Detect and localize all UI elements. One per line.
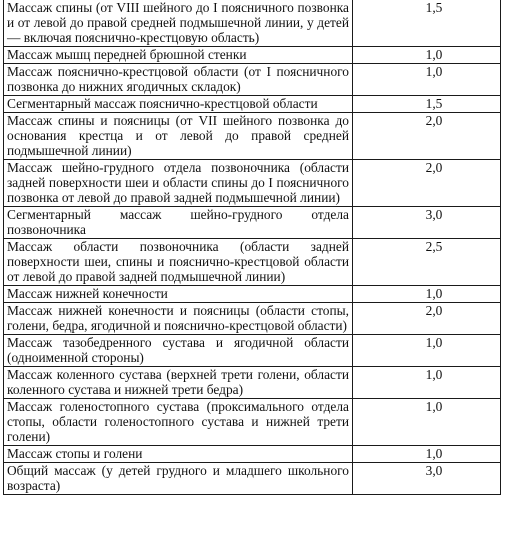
procedure-name-cell: Общий массаж (у детей грудного и младшего школьного возраста) bbox=[4, 463, 353, 495]
procedure-name-cell: Массаж нижней конечности и поясницы (области стопы, голени, бедра, ягодичной и пояснично-крестцовой области) bbox=[4, 303, 353, 335]
table-row bbox=[4, 47, 501, 64]
procedure-name-cell: Массаж стопы и голени bbox=[4, 446, 353, 463]
table-row bbox=[4, 96, 501, 113]
table-row bbox=[4, 0, 501, 47]
unit-value-cell: 1,5 bbox=[353, 96, 501, 113]
procedure-name-cell: Массаж нижней конечности bbox=[4, 286, 353, 303]
table-row bbox=[4, 113, 501, 160]
procedure-name-cell: Сегментарный массаж шейно-грудного отдела позвоночника bbox=[4, 207, 353, 239]
unit-value-cell: 1,0 bbox=[353, 64, 501, 96]
unit-value-cell: 2,0 bbox=[353, 160, 501, 207]
unit-value-cell: 3,0 bbox=[353, 463, 501, 495]
unit-value-cell: 1,0 bbox=[353, 399, 501, 446]
procedure-name-cell: Массаж шейно-грудного отдела позвоночника (области задней поверхности шеи и области спины до I поясничного позвонка от левой до правой задней подмышечной линии) bbox=[4, 160, 353, 207]
massage-units-table bbox=[3, 0, 501, 495]
table-row bbox=[4, 286, 501, 303]
procedure-name-cell: Массаж спины (от VIII шейного до I поясничного позвонка и от левой до правой средней подмышечной линии, у детей — включая пояснично-крестцовую область) bbox=[4, 0, 353, 47]
procedure-name-cell: Массаж тазобедренного сустава и ягодичной области (одноименной стороны) bbox=[4, 335, 353, 367]
procedure-name-cell: Массаж мышц передней брюшной стенки bbox=[4, 47, 353, 64]
table-row bbox=[4, 160, 501, 207]
procedure-name-cell: Массаж спины и поясницы (от VII шейного позвонка до основания крестца и от левой до правой средней подмышечной линии) bbox=[4, 113, 353, 160]
table-row bbox=[4, 446, 501, 463]
unit-value-cell: 3,0 bbox=[353, 207, 501, 239]
table-row bbox=[4, 463, 501, 495]
unit-value-cell: 1,0 bbox=[353, 47, 501, 64]
table-row bbox=[4, 239, 501, 286]
procedure-name-cell: Массаж области позвоночника (области задней поверхности шеи, спины и пояснично-крестцовой области от левой до правой задней подмышечной линии) bbox=[4, 239, 353, 286]
table-row bbox=[4, 64, 501, 96]
unit-value-cell: 1,5 bbox=[353, 0, 501, 47]
procedure-name-cell: Массаж пояснично-крестцовой области (от I поясничного позвонка до нижних ягодичных складок) bbox=[4, 64, 353, 96]
unit-value-cell: 1,0 bbox=[353, 286, 501, 303]
table-row bbox=[4, 207, 501, 239]
table-row bbox=[4, 399, 501, 446]
unit-value-cell: 1,0 bbox=[353, 367, 501, 399]
unit-value-cell: 1,0 bbox=[353, 335, 501, 367]
table-row bbox=[4, 335, 501, 367]
procedure-name-cell: Массаж коленного сустава (верхней трети голени, области коленного сустава и нижней трети бедра) bbox=[4, 367, 353, 399]
procedure-name-cell: Сегментарный массаж пояснично-крестцовой области bbox=[4, 96, 353, 113]
table-row bbox=[4, 367, 501, 399]
table-row bbox=[4, 303, 501, 335]
unit-value-cell: 2,0 bbox=[353, 303, 501, 335]
table-body bbox=[4, 0, 501, 495]
unit-value-cell: 2,0 bbox=[353, 113, 501, 160]
procedure-name-cell: Массаж голеностопного сустава (проксимального отдела стопы, области голеностопного сустава и нижней трети голени) bbox=[4, 399, 353, 446]
unit-value-cell: 1,0 bbox=[353, 446, 501, 463]
unit-value-cell: 2,5 bbox=[353, 239, 501, 286]
